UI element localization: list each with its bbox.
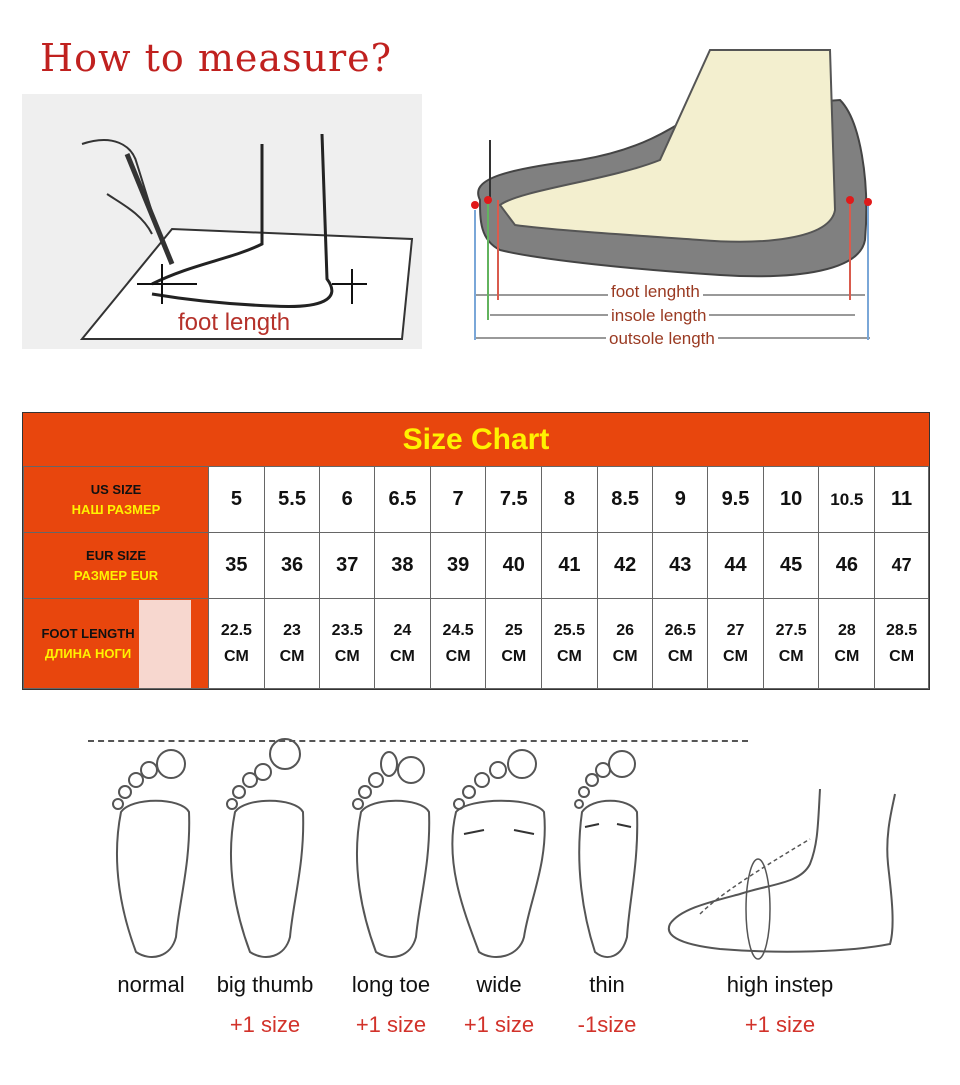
foot-length-cell: 24.5 CM (430, 599, 486, 689)
us-size-cell: 11 (875, 467, 929, 533)
foot-type-big-thumb (210, 732, 320, 1038)
foot-type-label: big thumb (216, 972, 314, 997)
us-size-cell: 8 (542, 467, 598, 533)
size-adjustment: +1 size (229, 1012, 301, 1037)
foot-type-label: thin (589, 972, 625, 997)
size-chart-title: Size Chart (23, 413, 929, 466)
size-adjustment: +1 size (744, 1012, 816, 1037)
eur-size-cell: 35 (209, 533, 265, 599)
us-size-row (24, 467, 929, 533)
eur-size-row (24, 533, 929, 599)
size-adjustment: -1size (577, 1012, 637, 1037)
eur-size-cell: 41 (542, 533, 598, 599)
eur-size-cell: 43 (653, 533, 708, 599)
foot-length-caption: foot length (178, 309, 291, 336)
us-size-cell: 9 (653, 467, 708, 533)
eur-size-cell: 40 (486, 533, 542, 599)
us-size-header (24, 467, 209, 533)
eur-size-cell: 37 (320, 533, 375, 599)
foot-length-label: foot lenghth (608, 282, 703, 302)
long-toe-foot-icon (341, 742, 441, 962)
foot-length-cell: 25.5 CM (542, 599, 598, 689)
foot-length-cell: 26 CM (597, 599, 653, 689)
size-chart (22, 412, 930, 690)
us-size-cell: 10 (763, 467, 819, 533)
us-size-cell: 9.5 (708, 467, 764, 533)
us-size-cell: 6 (320, 467, 375, 533)
us-size-cell: 7 (430, 467, 486, 533)
high-instep-foot-icon (660, 784, 900, 962)
size-table (23, 466, 929, 689)
big-thumb-foot-icon (215, 732, 315, 962)
foot-type-high-instep (660, 784, 900, 1038)
foot-length-cell: 27.5 CM (763, 599, 819, 689)
normal-foot-icon (101, 742, 201, 962)
eur-size-cell: 44 (708, 533, 764, 599)
us-size-cell: 5.5 (264, 467, 320, 533)
eur-size-cell: 39 (430, 533, 486, 599)
outsole-length-label: outsole length (606, 329, 718, 349)
foot-length-label: FOOT LENGTH (41, 626, 135, 641)
foot-type-wide (444, 742, 554, 1038)
foot-length-cell: 27 CM (708, 599, 764, 689)
foot-type-long-toe (336, 742, 446, 1038)
page-title: How to measure? (40, 36, 393, 80)
eur-size-cell: 36 (264, 533, 320, 599)
foot-length-cell: 23 CM (264, 599, 320, 689)
footprint-icon (139, 600, 191, 688)
eur-size-cell: 46 (819, 533, 875, 599)
us-size-label: US SIZE (90, 482, 142, 497)
foot-length-cell: 23.5 CM (320, 599, 375, 689)
foot-length-cell: 28 CM (819, 599, 875, 689)
foot-length-cell: 26.5 CM (653, 599, 708, 689)
foot-type-label: normal (117, 972, 185, 997)
foot-type-normal (96, 742, 206, 998)
foot-length-label-ru: ДЛИНА НОГИ (44, 645, 132, 661)
shoe-measurement-illustration (460, 40, 880, 360)
foot-type-label: wide (476, 972, 522, 997)
eur-size-cell: 42 (597, 533, 653, 599)
foot-length-cell: 22.5 CM (209, 599, 265, 689)
foot-type-thin (552, 742, 662, 1038)
eur-size-label-ru: РАЗМЕР EUR (73, 567, 159, 583)
foot-type-label: high instep (726, 972, 834, 997)
us-size-cell: 5 (209, 467, 265, 533)
foot-length-cell: 24 CM (375, 599, 431, 689)
foot-length-header (24, 599, 209, 689)
insole-length-label: insole length (608, 306, 709, 326)
eur-size-header (24, 533, 209, 599)
us-size-cell: 7.5 (486, 467, 542, 533)
us-size-label-ru: НАШ РАЗМЕР (71, 501, 161, 517)
wide-foot-icon (444, 742, 554, 962)
foot-length-cell: 28.5 CM (875, 599, 929, 689)
eur-size-label: EUR SIZE (86, 548, 146, 563)
eur-size-cell: 47 (875, 533, 929, 599)
size-adjustment: +1 size (463, 1012, 535, 1037)
size-adjustment: +1 size (355, 1012, 427, 1037)
us-size-cell: 8.5 (597, 467, 653, 533)
eur-size-cell: 45 (763, 533, 819, 599)
foot-length-row (24, 599, 929, 689)
us-size-cell: 6.5 (375, 467, 431, 533)
foot-type-label: long toe (351, 972, 431, 997)
eur-size-cell: 38 (375, 533, 431, 599)
foot-length-cell: 25 CM (486, 599, 542, 689)
thin-foot-icon (557, 742, 657, 962)
us-size-cell: 10.5 (819, 467, 875, 533)
